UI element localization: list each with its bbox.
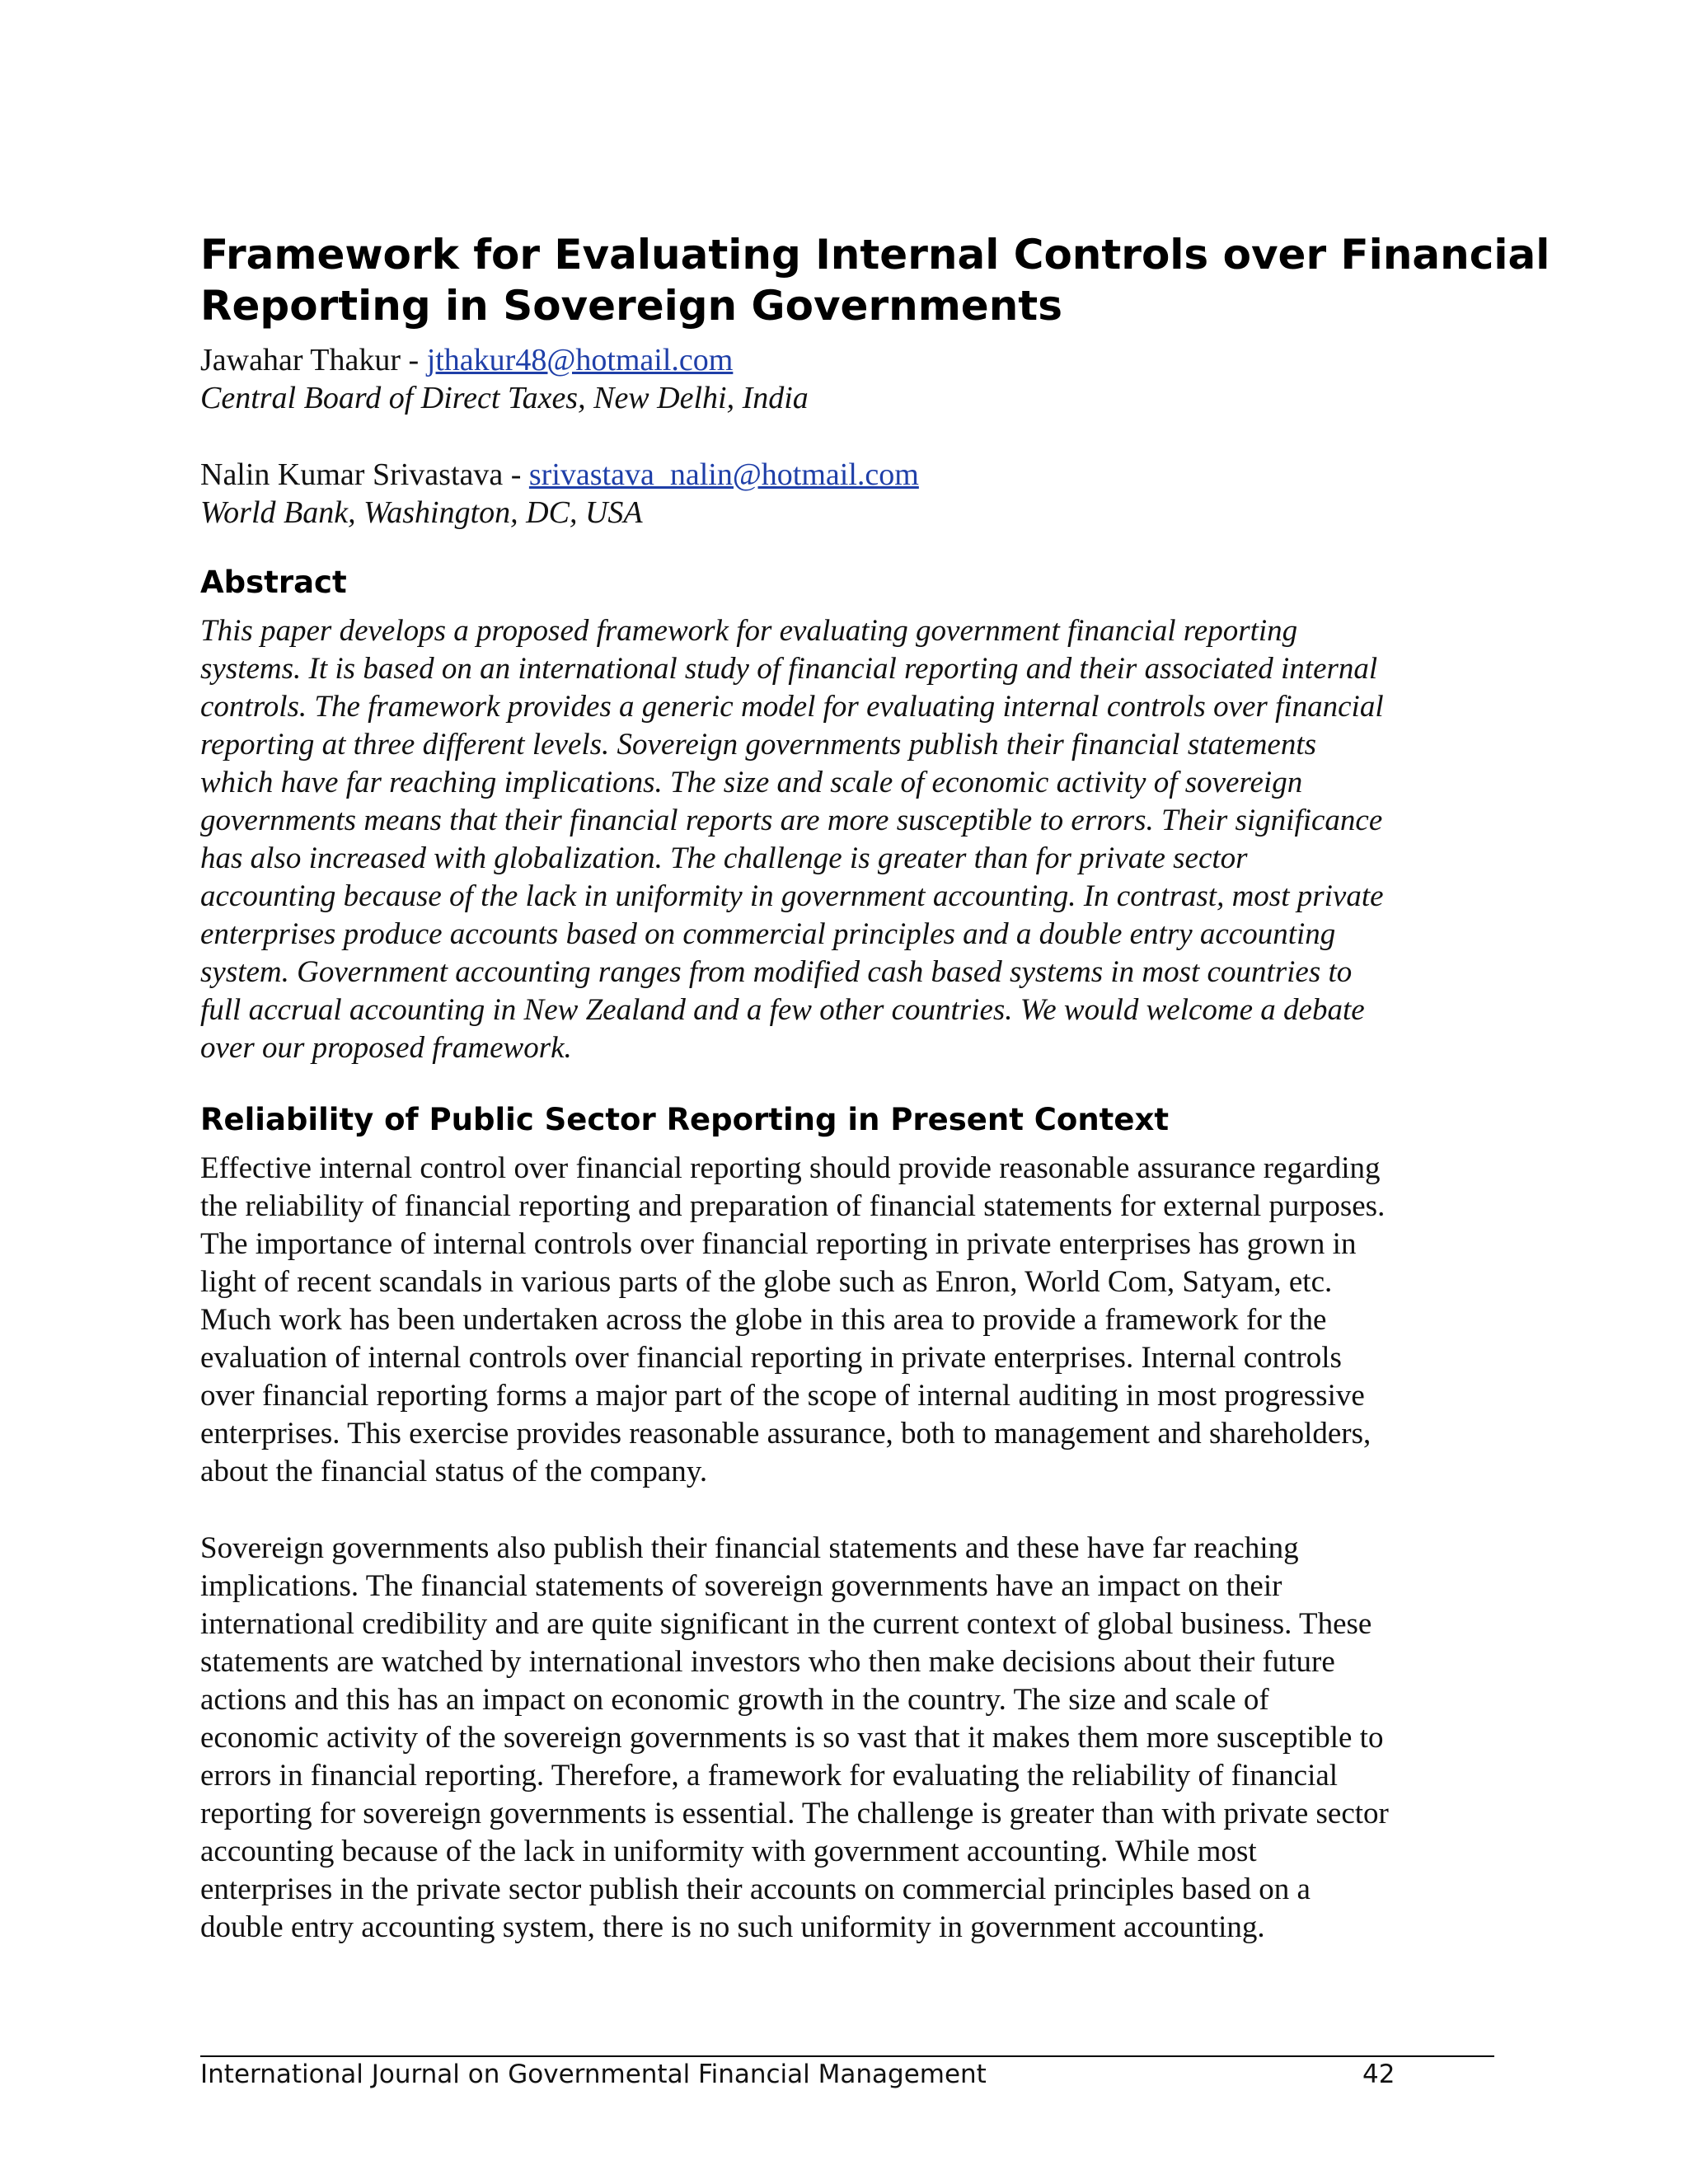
author-block-2 — [200, 456, 1494, 532]
author-email-link[interactable]: srivastava_nalin@hotmail.com — [528, 457, 919, 492]
body-line: enterprises. This exercise provides reasonable assurance, both to management and shareholders, — [200, 1417, 1372, 1451]
abstract-line: governments means that their financial reports are more susceptible to errors. Their significance — [200, 804, 1383, 837]
author-name: Nalin Kumar Srivastava — [200, 457, 504, 492]
footer-page-number: 42 — [1362, 2060, 1395, 2089]
body-line: accounting because of the lack in uniformity with government accounting. While most — [200, 1835, 1257, 1868]
abstract-text — [200, 612, 1494, 1067]
author-block-1 — [200, 341, 1494, 417]
abstract-line: has also increased with globalization. The challenge is greater than for private sector — [200, 841, 1248, 875]
abstract-line: accounting because of the lack in uniformity in government accounting. In contrast, most private — [200, 879, 1384, 913]
body-line: over financial reporting forms a major part of the scope of internal auditing in most progressive — [200, 1379, 1365, 1413]
author-affiliation: World Bank, Washington, DC, USA — [200, 495, 643, 530]
footer-journal-name: International Journal on Governmental Financial Management — [200, 2060, 987, 2089]
body-line: errors in financial reporting. Therefore, a framework for evaluating the reliability of financial — [200, 1759, 1339, 1793]
body-line: Effective internal control over financial reporting should provide reasonable assurance regarding — [200, 1151, 1381, 1185]
abstract-line: enterprises produce accounts based on commercial principles and a double entry accounting — [200, 917, 1336, 951]
section-paragraph-1 — [200, 1150, 1494, 1491]
abstract-line: over our proposed framework. — [200, 1031, 572, 1065]
body-line: international credibility and are quite significant in the current context of global business. These — [200, 1607, 1372, 1641]
body-line: Much work has been undertaken across the globe in this area to provide a framework for the — [200, 1303, 1327, 1337]
body-line: The importance of internal controls over financial reporting in private enterprises has grown in — [200, 1227, 1357, 1261]
author-affiliation: Central Board of Direct Taxes, New Delhi, India — [200, 381, 809, 415]
section-paragraph-2 — [200, 1530, 1494, 1947]
body-line: double entry accounting system, there is no such uniformity in government accounting. — [200, 1910, 1265, 1944]
body-line: enterprises in the private sector publish their accounts on commercial principles based on a — [200, 1872, 1311, 1906]
section-heading: Reliability of Public Sector Reporting in Present Context — [200, 1102, 1170, 1137]
abstract-line: system. Government accounting ranges from modified cash based systems in most countries to — [200, 955, 1353, 989]
abstract-line: systems. It is based on an international study of financial reporting and their associated internal — [200, 652, 1378, 686]
paper-title — [200, 229, 1550, 331]
abstract-heading: Abstract — [200, 565, 347, 600]
abstract-line: reporting at three different levels. Sovereign governments publish their financial statements — [200, 728, 1317, 762]
author-separator: - — [503, 457, 529, 492]
author-email-link[interactable]: jthakur48@hotmail.com — [426, 343, 734, 377]
abstract-line: full accrual accounting in New Zealand and a few other countries. We would welcome a debate — [200, 993, 1365, 1027]
body-line: Sovereign governments also publish their financial statements and these have far reaching — [200, 1531, 1299, 1565]
abstract-line: This paper develops a proposed framework for evaluating government financial reporting — [200, 614, 1298, 648]
abstract-line: controls. The framework provides a generic model for evaluating internal controls over financial — [200, 690, 1384, 724]
title-line: Reporting in Sovereign Governments — [200, 282, 1062, 330]
body-line: economic activity of the sovereign governments is so vast that it makes them more susceptible to — [200, 1721, 1384, 1755]
author-line — [200, 341, 1494, 379]
body-line: light of recent scandals in various parts of the globe such as Enron, World Com, Satyam, etc. — [200, 1265, 1333, 1299]
body-line: reporting for sovereign governments is essential. The challenge is greater than with private sector — [200, 1797, 1389, 1830]
author-line — [200, 456, 1494, 494]
body-line: actions and this has an impact on economic growth in the country. The size and scale of — [200, 1683, 1269, 1717]
body-line: evaluation of internal controls over financial reporting in private enterprises. Internal controls — [200, 1341, 1342, 1375]
body-line: the reliability of financial reporting and preparation of financial statements for external purposes. — [200, 1189, 1386, 1223]
title-line: Framework for Evaluating Internal Controls over Financial — [200, 231, 1550, 279]
author-name: Jawahar Thakur — [200, 343, 401, 377]
body-line: about the financial status of the company. — [200, 1455, 708, 1488]
body-line: implications. The financial statements of sovereign governments have an impact on their — [200, 1569, 1282, 1603]
abstract-line: which have far reaching implications. The size and scale of economic activity of sovereign — [200, 766, 1303, 799]
body-line: statements are watched by international investors who then make decisions about their future — [200, 1645, 1335, 1679]
author-separator: - — [401, 343, 427, 377]
